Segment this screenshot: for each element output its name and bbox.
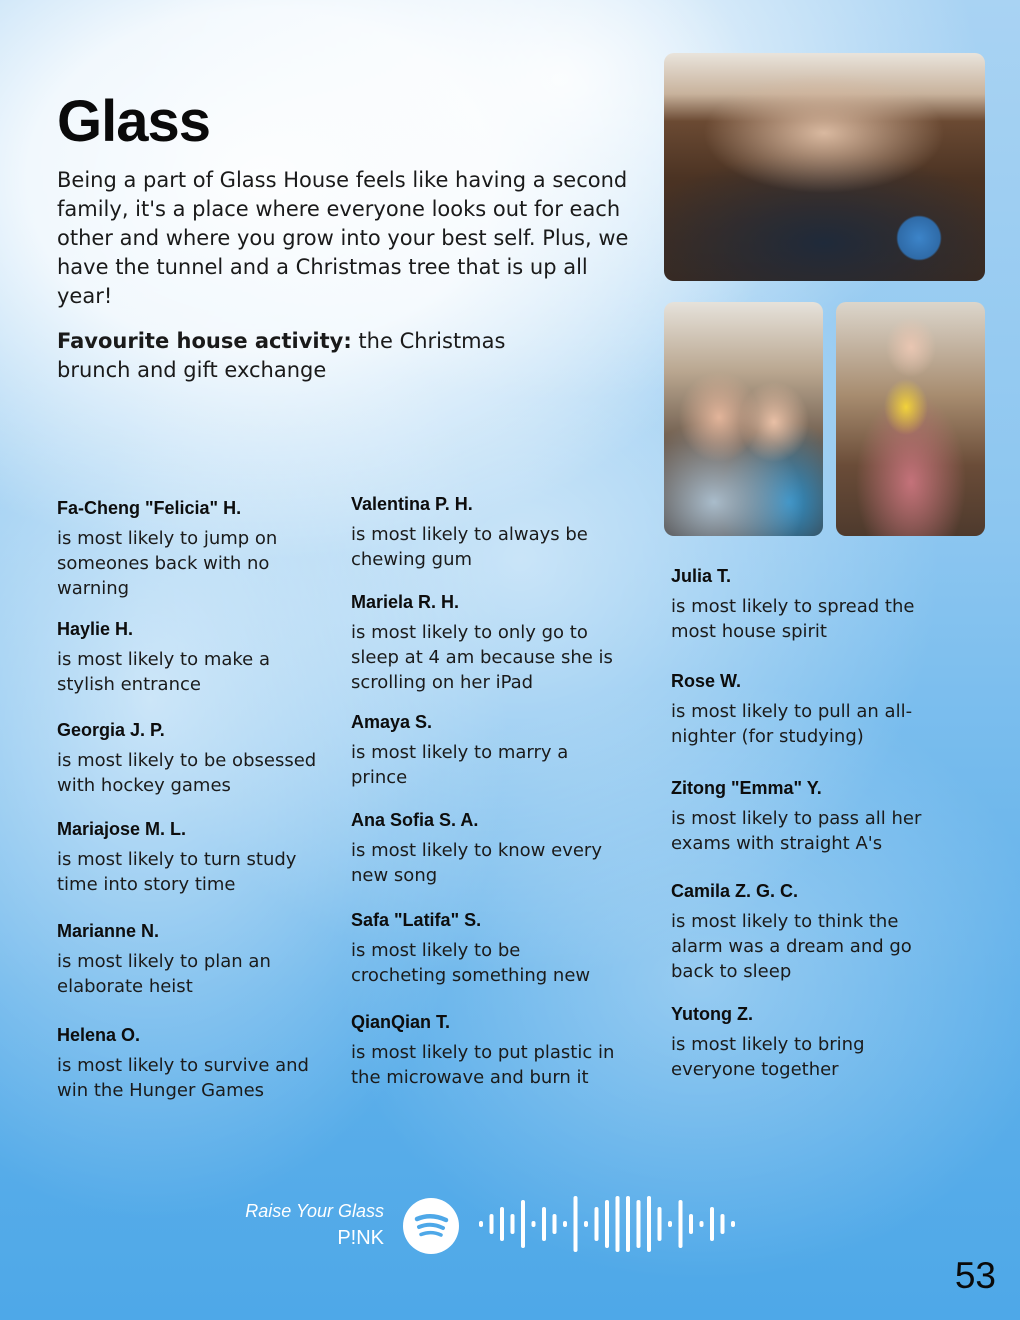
student-name: Zitong "Emma" Y. [671, 778, 822, 798]
song-artist: P!NK [337, 1227, 384, 1249]
code-bar [658, 1207, 662, 1241]
photo-costume [836, 302, 985, 536]
code-bar [532, 1221, 536, 1227]
superlative-entry [351, 711, 641, 790]
code-bar [563, 1221, 567, 1227]
superlative-entry [57, 497, 347, 601]
group-photo [664, 53, 985, 281]
code-bar [595, 1207, 599, 1241]
superlative-entry [351, 809, 641, 888]
student-name: Mariela R. H. [351, 592, 460, 612]
superlative-entry [57, 1024, 347, 1103]
student-name: Safa "Latifa" S. [351, 910, 482, 930]
superlative-text: is most likely to bring everyone together [671, 1034, 865, 1080]
student-name: Camila Z. G. C. [671, 881, 799, 901]
student-name: Yutong Z. [671, 1004, 753, 1024]
favourite-label: Favourite house activity: [57, 329, 352, 353]
favourite-activity [57, 327, 517, 385]
superlative-text: is most likely to always be chewing gum [351, 524, 588, 570]
superlative-entry [57, 818, 347, 897]
superlative-entry [671, 777, 961, 856]
superlative-text: is most likely to think the alarm was a dream and go back to sleep [671, 911, 912, 982]
code-bar [574, 1196, 578, 1252]
superlative-entry [671, 565, 961, 644]
superlative-text: is most likely to jump on someones back with no warning [57, 528, 278, 599]
code-bar [605, 1200, 609, 1248]
code-bar [700, 1221, 704, 1227]
student-name: Valentina P. H. [351, 494, 473, 514]
superlative-entry [671, 1003, 961, 1082]
student-name: Mariajose M. L. [57, 819, 187, 839]
student-name: Ana Sofia S. A. [351, 810, 479, 830]
student-name: Fa-Cheng "Felicia" H. [57, 498, 242, 518]
code-bar [689, 1214, 693, 1234]
superlative-entry [351, 1011, 641, 1090]
code-bar [521, 1200, 525, 1248]
superlative-text: is most likely to pass all her exams with straight A's [671, 808, 922, 854]
student-name: Rose W. [671, 671, 742, 691]
superlative-text: is most likely to turn study time into story time [57, 849, 297, 895]
code-bar [679, 1200, 683, 1248]
superlative-entry [57, 618, 347, 697]
code-bar [553, 1214, 557, 1234]
photo-two-students [664, 302, 823, 536]
student-name: Marianne N. [57, 921, 160, 941]
superlative-entry [57, 719, 347, 798]
superlative-text: is most likely to marry a prince [351, 742, 569, 788]
spotify-code-bars[interactable] [476, 1194, 738, 1254]
superlative-text: is most likely to be crocheting something new [351, 940, 591, 986]
code-bar [490, 1214, 494, 1234]
code-bar [500, 1207, 504, 1241]
house-intro: Being a part of Glass House feels like having a second family, it's a place where everyone looks out for each other and where you grow into your best self. Plus, we have the tunnel and a Christmas tree that is up all year! [57, 168, 629, 308]
student-name: QianQian T. [351, 1012, 451, 1032]
code-bar [626, 1196, 630, 1252]
superlative-text: is most likely to plan an elaborate heist [57, 951, 271, 997]
code-bar [542, 1207, 546, 1241]
superlative-text: is most likely to be obsessed with hockey games [57, 750, 317, 796]
superlative-entry [351, 493, 641, 572]
superlative-entry [351, 909, 641, 988]
student-name: Haylie H. [57, 619, 134, 639]
spotify-icon[interactable] [403, 1198, 459, 1254]
superlative-text: is most likely to survive and win the Hunger Games [57, 1055, 309, 1101]
superlative-text: is most likely to put plastic in the microwave and burn it [351, 1042, 615, 1088]
code-bar [721, 1214, 725, 1234]
superlative-text: is most likely to spread the most house spirit [671, 596, 915, 642]
student-name: Helena O. [57, 1025, 141, 1045]
code-bar [710, 1207, 714, 1241]
superlative-text: is most likely to make a stylish entrance [57, 649, 271, 695]
superlative-entry [671, 880, 961, 984]
code-bar [731, 1221, 735, 1227]
code-bar [616, 1196, 620, 1252]
code-bar [668, 1221, 672, 1227]
code-bar [479, 1221, 483, 1227]
code-bar [647, 1196, 651, 1252]
superlative-text: is most likely to pull an all-nighter (for studying) [671, 701, 913, 747]
code-bar [511, 1214, 515, 1234]
student-name: Julia T. [671, 566, 732, 586]
student-name: Amaya S. [351, 712, 433, 732]
song-title: Raise Your Glass [245, 1201, 384, 1221]
superlative-entry [671, 670, 961, 749]
page-title: Glass [57, 89, 210, 154]
code-bar [637, 1200, 641, 1248]
student-name: Georgia J. P. [57, 720, 165, 740]
superlative-entry [351, 591, 641, 695]
page-number: 53 [954, 1255, 996, 1296]
favourite-value: the Christmas brunch and gift exchange [57, 329, 506, 382]
superlative-entry [57, 920, 347, 999]
superlative-text: is most likely to know every new song [351, 840, 602, 886]
superlative-text: is most likely to only go to sleep at 4 am because she is scrolling on her iPad [351, 622, 613, 693]
code-bar [584, 1221, 588, 1227]
